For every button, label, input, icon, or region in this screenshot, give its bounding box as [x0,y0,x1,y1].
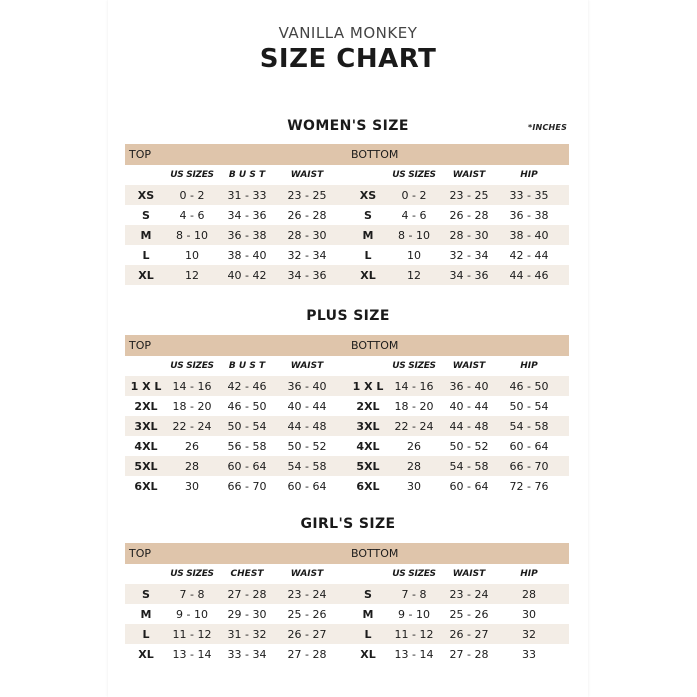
table-cell: 50 - 52 [287,439,327,453]
table-row [347,205,569,225]
table-cell: 13 - 14 [394,647,434,661]
column-headers [347,356,569,376]
table-row [125,436,347,456]
top-size-table [125,543,347,664]
table-cell: 40 - 44 [287,399,327,413]
column-header: B U S T [228,170,266,180]
table-cell: 40 - 44 [449,399,489,413]
table-cell: 33 - 34 [227,647,267,661]
bottom-size-table [347,335,569,496]
table-cell: 34 - 36 [227,208,267,222]
size-label: 4XL [134,439,158,453]
table-cell: 23 - 25 [449,188,489,202]
column-headers [125,165,347,185]
table-cell: 38 - 40 [227,248,267,262]
table-cell: 32 - 34 [449,248,489,262]
table-cell: 36 - 40 [449,379,489,393]
table-cell: 31 - 33 [227,188,267,202]
column-header: WAIST [290,361,324,371]
table-cell: 10 [185,248,199,262]
size-label: XS [359,188,377,202]
table-cell: 26 - 27 [287,627,327,641]
section-title: GIRL'S SIZE [300,516,396,532]
column-header: US SIZES [170,170,214,180]
table-header-band: BOTTOM [347,543,569,564]
table-cell: 33 [522,647,536,661]
table-row [347,245,569,265]
size-label: 4XL [356,439,380,453]
table-cell: 28 [185,459,199,473]
size-label: S [364,208,372,222]
table-row [125,185,347,205]
table-row [347,644,569,664]
size-label: XS [137,188,155,202]
size-label: L [364,248,372,262]
table-cell: 28 - 30 [287,228,327,242]
table-cell: 60 - 64 [287,479,327,493]
table-row [125,245,347,265]
table-row [347,225,569,245]
table-cell: 36 - 38 [227,228,267,242]
table-cell: 36 - 40 [287,379,327,393]
units-note: *INCHES [528,123,568,132]
section-title: PLUS SIZE [306,308,390,324]
size-label: M [362,228,374,242]
table-cell: 31 - 32 [227,627,267,641]
table-row [125,205,347,225]
table-header-band: TOP [125,144,347,165]
table-header-band: TOP [125,335,347,356]
table-cell: 25 - 26 [287,607,327,621]
table-cell: 38 - 40 [509,228,549,242]
table-row [347,185,569,205]
column-header: HIP [520,170,538,180]
column-header: US SIZES [392,361,436,371]
table-cell: 18 - 20 [172,399,212,413]
table-cell: 27 - 28 [227,587,267,601]
table-cell: 72 - 76 [509,479,549,493]
table-header-band: TOP [125,543,347,564]
size-label: XL [360,268,376,282]
table-cell: 14 - 16 [172,379,212,393]
table-cell: 7 - 8 [401,587,427,601]
column-header: WAIST [290,170,324,180]
table-cell: 60 - 64 [449,479,489,493]
table-cell: 50 - 54 [227,419,267,433]
table-cell: 18 - 20 [394,399,434,413]
size-label: XL [360,647,376,661]
column-header: US SIZES [392,170,436,180]
table-cell: 22 - 24 [394,419,434,433]
table-cell: 0 - 2 [401,188,427,202]
size-label: 5XL [134,459,158,473]
table-cell: 26 - 28 [287,208,327,222]
table-cell: 54 - 58 [509,419,549,433]
table-cell: 34 - 36 [287,268,327,282]
table-cell: 12 [185,268,199,282]
size-label: S [142,587,150,601]
table-cell: 30 [185,479,199,493]
table-row [125,265,347,285]
table-cell: 60 - 64 [509,439,549,453]
table-cell: 54 - 58 [287,459,327,473]
table-cell: 10 [407,248,421,262]
table-cell: 23 - 25 [287,188,327,202]
size-label: M [140,228,152,242]
table-cell: 11 - 12 [394,627,434,641]
table-cell: 46 - 50 [227,399,267,413]
size-label: L [142,627,150,641]
size-label: 1 X L [130,379,162,393]
table-cell: 13 - 14 [172,647,212,661]
size-chart-page [108,0,588,697]
table-cell: 28 - 30 [449,228,489,242]
size-label: 2XL [356,399,380,413]
table-cell: 60 - 64 [227,459,267,473]
table-cell: 25 - 26 [449,607,489,621]
table-cell: 50 - 54 [509,399,549,413]
column-headers [347,564,569,584]
table-cell: 12 [407,268,421,282]
table-cell: 14 - 16 [394,379,434,393]
table-cell: 26 [407,439,421,453]
table-cell: 44 - 48 [287,419,327,433]
table-row [347,376,569,396]
table-row [125,584,347,604]
table-cell: 28 [522,587,536,601]
table-cell: 66 - 70 [227,479,267,493]
column-header: WAIST [452,569,486,579]
table-cell: 11 - 12 [172,627,212,641]
table-cell: 50 - 52 [449,439,489,453]
table-cell: 30 [522,607,536,621]
table-row [347,476,569,496]
table-cell: 34 - 36 [449,268,489,282]
table-cell: 0 - 2 [179,188,205,202]
size-label: M [362,607,374,621]
section-title: WOMEN'S SIZE [287,118,409,134]
column-headers [125,564,347,584]
size-label: XL [138,268,154,282]
table-row [347,436,569,456]
table-row [125,476,347,496]
size-label: 5XL [356,459,380,473]
brand-name: VANILLA MONKEY [278,24,418,42]
top-size-table [125,335,347,496]
column-header: HIP [520,569,538,579]
column-header: US SIZES [170,569,214,579]
table-cell: 9 - 10 [398,607,430,621]
size-label: 3XL [356,419,380,433]
table-cell: 26 - 27 [449,627,489,641]
top-size-table [125,144,347,285]
table-cell: 33 - 35 [509,188,549,202]
column-header: CHEST [230,569,264,579]
table-cell: 7 - 8 [179,587,205,601]
column-header: US SIZES [392,569,436,579]
table-row [125,396,347,416]
table-row [347,456,569,476]
size-label: 2XL [134,399,158,413]
table-row [125,376,347,396]
table-row [125,624,347,644]
table-row [347,584,569,604]
table-row [347,265,569,285]
table-cell: 30 [407,479,421,493]
column-headers [125,356,347,376]
table-row [347,416,569,436]
column-header: WAIST [452,170,486,180]
column-header: WAIST [290,569,324,579]
page-title: SIZE CHART [259,44,437,74]
table-cell: 42 - 44 [509,248,549,262]
table-cell: 56 - 58 [227,439,267,453]
table-row [125,416,347,436]
table-cell: 23 - 24 [287,587,327,601]
table-cell: 28 [407,459,421,473]
size-label: 3XL [134,419,158,433]
bottom-size-table [347,543,569,664]
table-cell: 46 - 50 [509,379,549,393]
size-label: S [364,587,372,601]
table-cell: 23 - 24 [449,587,489,601]
table-row [125,644,347,664]
table-cell: 22 - 24 [172,419,212,433]
table-header-band: BOTTOM [347,144,569,165]
table-header-band: BOTTOM [347,335,569,356]
table-cell: 27 - 28 [449,647,489,661]
column-header: US SIZES [170,361,214,371]
table-cell: 44 - 48 [449,419,489,433]
size-label: 1 X L [352,379,384,393]
column-header: WAIST [452,361,486,371]
table-cell: 27 - 28 [287,647,327,661]
table-cell: 8 - 10 [398,228,430,242]
table-cell: 4 - 6 [401,208,427,222]
table-row [125,225,347,245]
table-cell: 42 - 46 [227,379,267,393]
table-cell: 32 - 34 [287,248,327,262]
size-label: 6XL [134,479,158,493]
size-label: L [142,248,150,262]
table-row [125,456,347,476]
bottom-size-table [347,144,569,285]
table-cell: 32 [522,627,536,641]
column-headers [347,165,569,185]
table-cell: 54 - 58 [449,459,489,473]
table-row [347,396,569,416]
table-row [347,624,569,644]
size-label: XL [138,647,154,661]
table-cell: 26 - 28 [449,208,489,222]
table-cell: 29 - 30 [227,607,267,621]
table-cell: 40 - 42 [227,268,267,282]
table-cell: 9 - 10 [176,607,208,621]
table-cell: 44 - 46 [509,268,549,282]
size-label: M [140,607,152,621]
size-label: L [364,627,372,641]
table-row [347,604,569,624]
table-cell: 8 - 10 [176,228,208,242]
table-cell: 66 - 70 [509,459,549,473]
size-label: 6XL [356,479,380,493]
size-label: S [142,208,150,222]
table-row [125,604,347,624]
table-cell: 36 - 38 [509,208,549,222]
column-header: HIP [520,361,538,371]
table-cell: 26 [185,439,199,453]
table-cell: 4 - 6 [179,208,205,222]
column-header: B U S T [228,361,266,371]
